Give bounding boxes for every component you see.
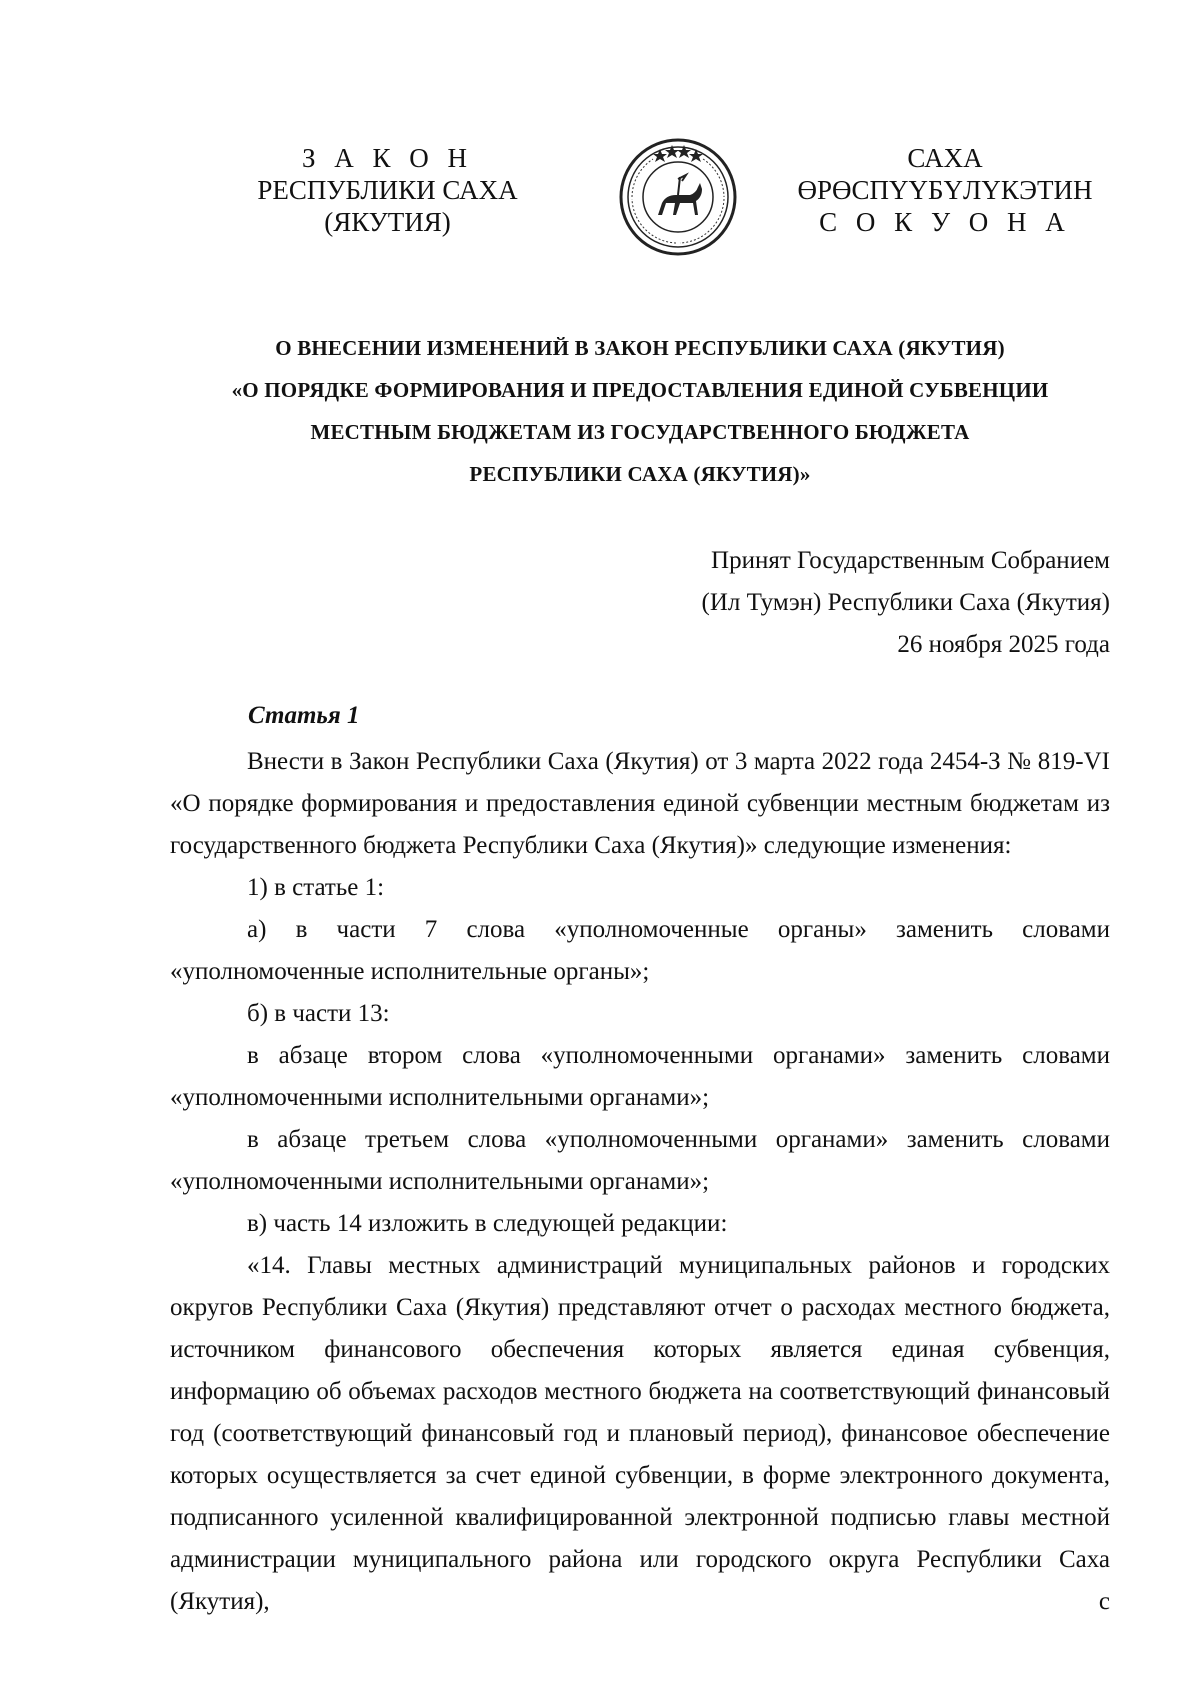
- title-line-2: «О ПОРЯДКЕ ФОРМИРОВАНИЯ И ПРЕДОСТАВЛЕНИЯ ЕДИНОЙ СУБВЕНЦИИ: [231, 378, 1049, 402]
- header-right: [760, 142, 1130, 238]
- title-line-4: РЕСПУБЛИКИ САХА (ЯКУТИЯ)»: [469, 462, 811, 486]
- paragraph-part-14: «14. Главы местных администраций муниципальных районов и городских округов Республики Саха (Якутия) представляют отчет о расходах местного бюджета, источником финансового обеспечения которых является единая субвенция, информацию об объемах расходов местного бюджета на соответствующий финансовый год (соответствующий финансовый год и плановый период), финансовое обеспечение которых осуществляется за счет единой субвенции, в форме электронного документа, подписанного усиленной квалифицированной электронной подписью главы местной администрации муниципального района или городского округа Республики Саха (Якутия), с: [170, 1252, 1110, 1615]
- header-left: [205, 142, 570, 238]
- paragraph-item-1: 1) в статье 1:: [247, 874, 385, 901]
- law-label-sakha: С О К У О Н А: [819, 207, 1071, 237]
- coat-of-arms-emblem: [618, 137, 738, 257]
- paragraph-subitem-3: в абзаце третьем слова «уполномоченными органами» заменить словами «уполномоченными исполнительными органами»;: [170, 1126, 1110, 1195]
- republic-name: РЕСПУБЛИКИ САХА (ЯКУТИЯ): [257, 175, 518, 237]
- paragraph-intro: Внести в Закон Республики Саха (Якутия) от 3 марта 2022 года 2454-З № 819-VI «О порядке формирования и предоставления единой субвенции местным бюджетам из государственного бюджета Республики Саха (Якутия)» следующие изменения:: [170, 748, 1110, 859]
- article-heading: Статья 1: [248, 702, 360, 729]
- paragraph-item-a: а) в части 7 слова «уполномоченные органы» заменить словами «уполномоченные исполнительные органы»;: [170, 916, 1110, 985]
- adoption-block: [702, 540, 1110, 666]
- law-label: З А К О Н: [301, 143, 474, 173]
- document-title: [170, 327, 1110, 495]
- adoption-line-2: (Ил Тумэн) Республики Саха (Якутия): [701, 589, 1110, 616]
- paragraph-subitem-2: в абзаце втором слова «уполномоченными органами» заменить словами «уполномоченными исполнительными органами»;: [170, 1042, 1110, 1111]
- article-body: [170, 741, 1110, 1623]
- adoption-line-1: Принят Государственным Собранием: [711, 547, 1110, 574]
- adoption-date: 26 ноября 2025 года: [897, 631, 1110, 658]
- paragraph-item-v: в) часть 14 изложить в следующей редакции:: [247, 1210, 728, 1237]
- paragraph-item-b: б) в части 13:: [247, 1000, 390, 1027]
- republic-name-sakha: САХА ӨРӨСПҮҮБҮЛҮКЭТИН: [797, 143, 1093, 205]
- title-line-1: О ВНЕСЕНИИ ИЗМЕНЕНИЙ В ЗАКОН РЕСПУБЛИКИ САХА (ЯКУТИЯ): [275, 336, 1005, 360]
- title-line-3: МЕСТНЫМ БЮДЖЕТАМ ИЗ ГОСУДАРСТВЕННОГО БЮДЖЕТА: [310, 420, 970, 444]
